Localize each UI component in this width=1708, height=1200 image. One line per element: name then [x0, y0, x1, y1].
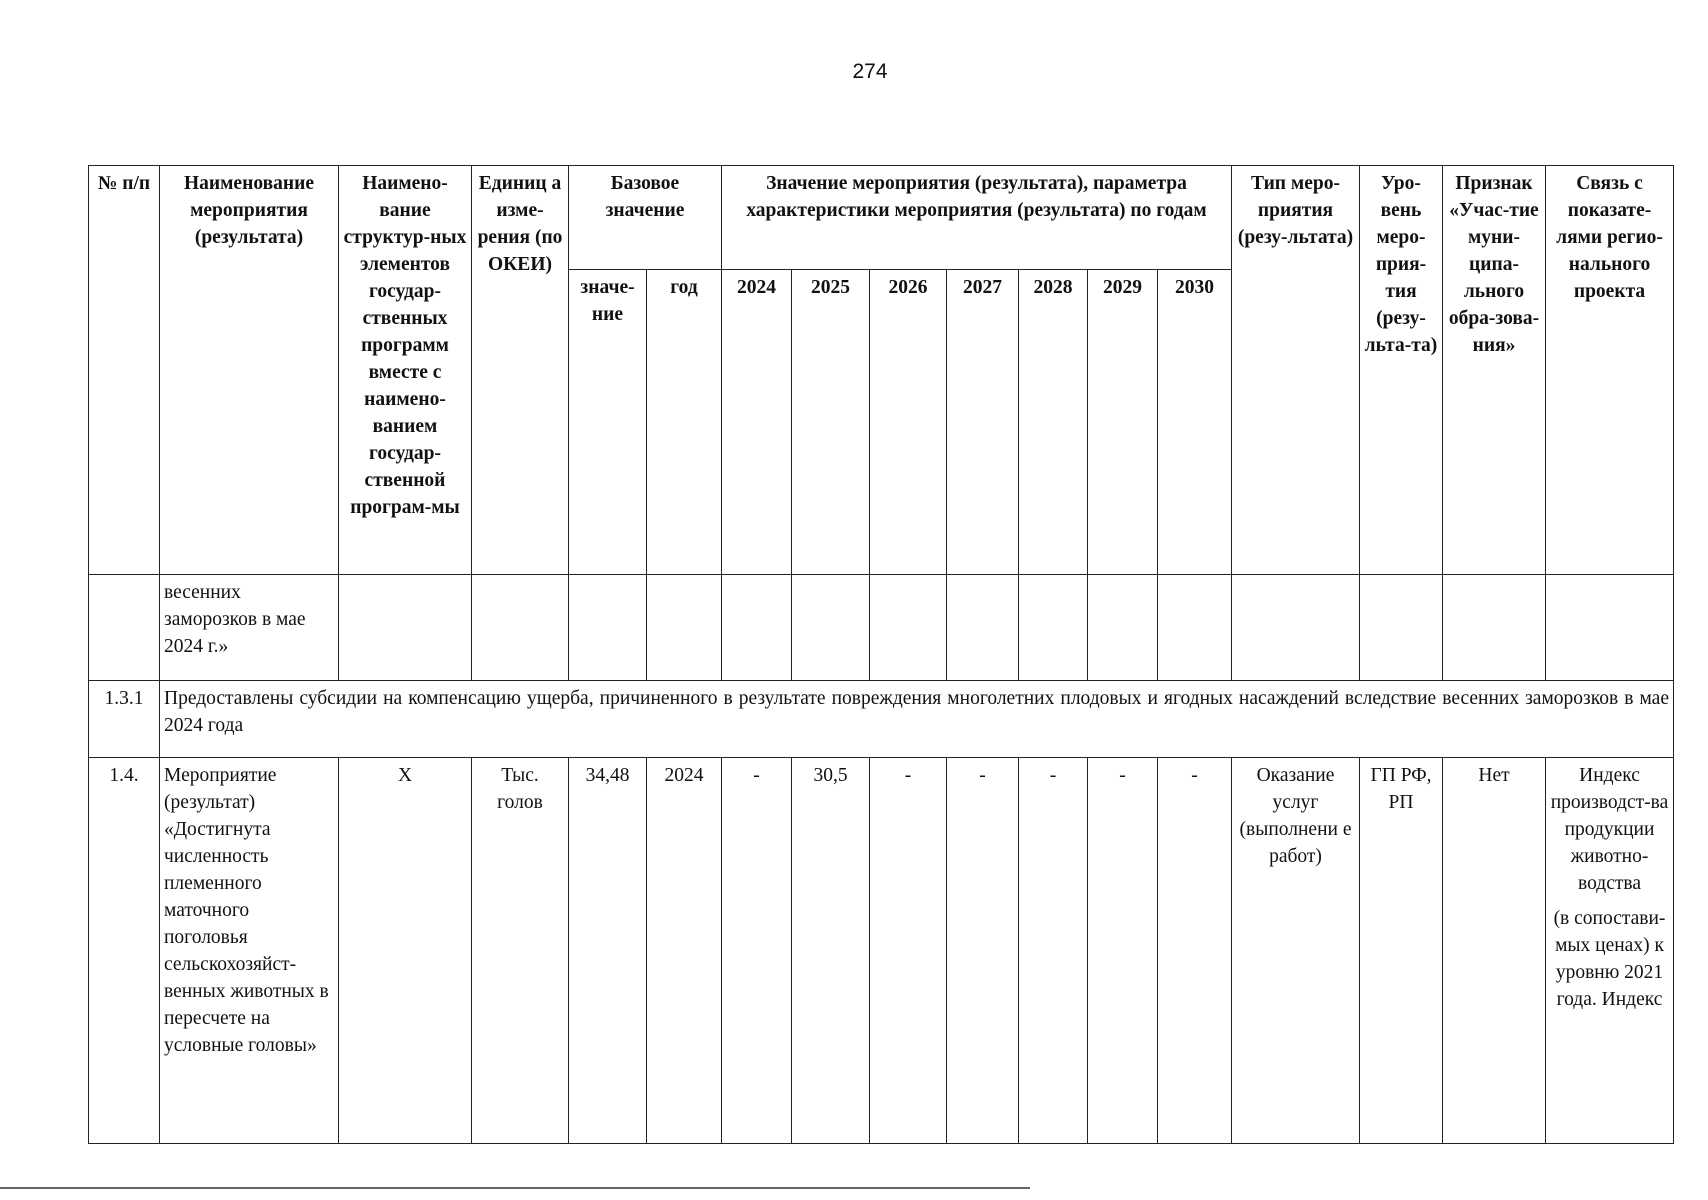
cell-merged-text: Предоставлены субсидии на компенсацию ущерба, причиненного в результате повреждения многолетних плодовых и ягодных насаждений вследствие весенних заморозков в мае 2024 года [160, 681, 1674, 758]
header-year: 2024 [722, 270, 792, 575]
cell-empty [1158, 575, 1232, 681]
header-year: 2025 [792, 270, 870, 575]
header-name: Наименование мероприятия (результата) [160, 166, 339, 575]
cell-empty [1443, 575, 1546, 681]
cell-empty [870, 575, 947, 681]
header-sign: Признак «Учас-тие муни-ципа-льного обра-зова-ния» [1443, 166, 1546, 575]
measures-table [88, 165, 1674, 1144]
header-num: № п/п [89, 166, 160, 575]
cell-empty [472, 575, 569, 681]
cell-empty [647, 575, 722, 681]
cell-unit: Тыс. голов [472, 758, 569, 1144]
cell-empty [1232, 575, 1360, 681]
header-type: Тип меро-приятия (резу-льтата) [1232, 166, 1360, 575]
scan-edge-line [0, 1187, 1030, 1189]
cell-empty [569, 575, 647, 681]
cell-num: 1.4. [89, 758, 160, 1144]
cell-base-year: 2024 [647, 758, 722, 1144]
header-structural: Наимено-вание структур-ных элементов государ-ственных программ вместе с наимено-ванием государ-ственной програм-мы [339, 166, 472, 575]
header-unit: Единиц а изме-рения (по ОКЕИ) [472, 166, 569, 575]
cell-empty [1019, 575, 1088, 681]
cell-year-value: - [1158, 758, 1232, 1144]
cell-num: 1.3.1 [89, 681, 160, 758]
cell-link [1546, 758, 1674, 1144]
table-row-1-4 [89, 758, 1674, 1144]
cell-year-value: - [1019, 758, 1088, 1144]
cell-empty [1360, 575, 1443, 681]
cell-empty [792, 575, 870, 681]
cell-year-value: - [870, 758, 947, 1144]
cell-empty [89, 575, 160, 681]
cell-base-value: 34,48 [569, 758, 647, 1144]
cell-year-value: 30,5 [792, 758, 870, 1144]
cell-level: ГП РФ, РП [1360, 758, 1443, 1144]
cell-name: Мероприятие (результат) «Достигнута численность племенного маточного поголовья сельскохозяйст-венных животных в пересчете на условные головы» [160, 758, 339, 1144]
cell-empty [1088, 575, 1158, 681]
cell-year-value: - [1088, 758, 1158, 1144]
link-text-a: Индекс производст-ва продукции животно-водства [1550, 765, 1669, 894]
header-level: Уро-вень меро-прия-тия (резу-льта-та) [1360, 166, 1443, 575]
table-row-continuation [89, 575, 1674, 681]
cell-empty [722, 575, 792, 681]
header-year: 2030 [1158, 270, 1232, 575]
link-text-b: (в сопостави-мых ценах) к уровню 2021 года. Индекс [1553, 908, 1666, 1010]
cell-empty [339, 575, 472, 681]
header-year: 2028 [1019, 270, 1088, 575]
cell-empty [947, 575, 1019, 681]
table-row-1-3-1 [89, 681, 1674, 758]
header-row-1 [89, 166, 1674, 270]
header-base-value: значе-ние [569, 270, 647, 575]
page-number: 274 [852, 60, 888, 83]
header-year: 2026 [870, 270, 947, 575]
cell-year-value: - [722, 758, 792, 1144]
cell-name: весенних заморозков в мае 2024 г.» [160, 575, 339, 681]
cell-structural: X [339, 758, 472, 1144]
header-base: Базовое значение [569, 166, 722, 270]
header-link: Связь с показате-лями регио-нального проекта [1546, 166, 1674, 575]
header-year: 2027 [947, 270, 1019, 575]
cell-year-value: - [947, 758, 1019, 1144]
cell-empty [1546, 575, 1674, 681]
cell-type: Оказание услуг (выполнени е работ) [1232, 758, 1360, 1144]
header-year: 2029 [1088, 270, 1158, 575]
header-base-year: год [647, 270, 722, 575]
header-values-group: Значение мероприятия (результата), параметра характеристики мероприятия (результата) по годам [722, 166, 1232, 270]
cell-sign: Нет [1443, 758, 1546, 1144]
